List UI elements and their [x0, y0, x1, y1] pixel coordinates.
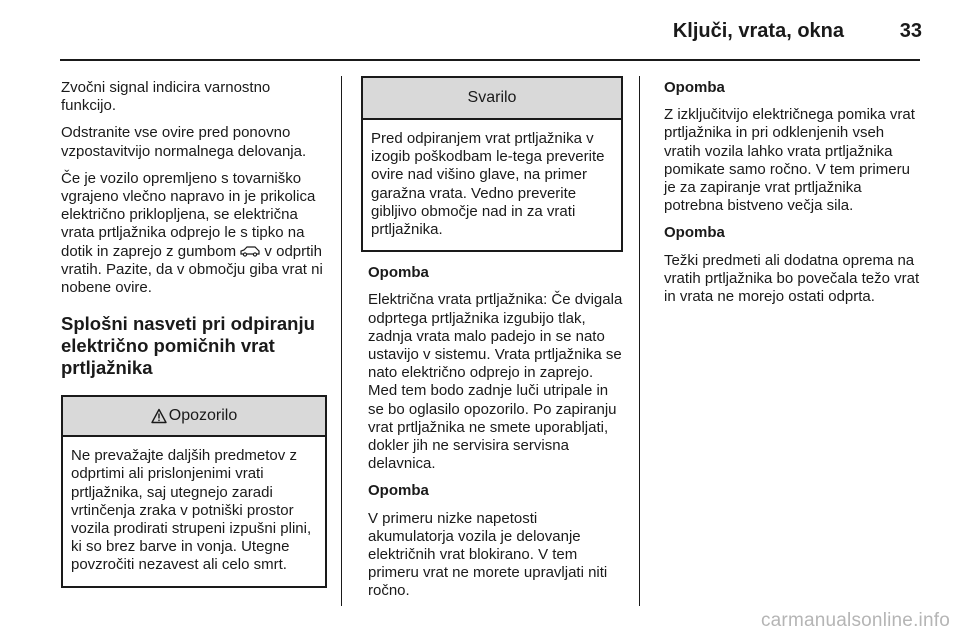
- warning-box-body: Ne prevažajte daljših predmetov z odprtimi ali prislonjenimi vrati prtljažnika, saj utegnejo zaradi vrtinčenja zraka v potniški prostor vozila prodirati strupeni izpušni plini, ki so brez barve in vonja. Utegne povzročiti nezavest ali celo smrt.: [71, 447, 312, 574]
- note-body: Električna vrata prtljažnika: Če dvigala odprtega prtljažnika izgubijo tlak, zadnja vrata malo padejo in se nato ustavijo v sistemu. Vrata prtljažnika se nato električno odprejo in zaprejo. Med tem bodo zadnje luči utripale in se bo oglasilo opozorilo. Po zapiranju vrat prtljažnika ne smete uporabljati, dokler jih ne servisira servisna delavnica.: [368, 291, 623, 473]
- column-3: [664, 79, 920, 315]
- paragraph-with-icon: [61, 170, 327, 297]
- note-body: Težki predmeti ali dodatna oprema na vratih prtljažnika bo povečala težo vrat in vrata ne morejo ostati odprta.: [664, 251, 920, 306]
- note-title: Opomba: [664, 224, 725, 242]
- note: [361, 264, 623, 473]
- paragraph-text: v odprtih vratih. Pazite, da v območju giba vrat ni nobene ovire.: [61, 242, 323, 297]
- watermark: carmanualsonline.info: [760, 610, 950, 631]
- note-title: Opomba: [368, 482, 429, 500]
- warning-box-title: Opozorilo: [168, 407, 238, 425]
- paragraph: Odstranite vse ovire pred ponovno vzpostavitvijo normalnega delovanja.: [61, 124, 307, 160]
- caution-box-header: [363, 78, 621, 120]
- paragraph-text: Če je vozilo opremljeno s tovarniško vgrajeno vlečno napravo in je prikolica električno priklopljena, se električna vrata prtljažnika odprejo le s tipko na dotik in zaprejo z gumbom: [61, 169, 316, 260]
- header-rule: [60, 59, 920, 61]
- note-body: Z izključitvijo električnega pomika vrat prtljažnika in pri odklenjenih vseh vratih vozila lahko vrata prtljažnika pomikate samo ročno. V tem primeru je za zapiranje vrat prtljažnika potrebna bistveno večja sila.: [664, 106, 915, 215]
- warning-triangle-icon: [151, 408, 167, 424]
- note-title: Opomba: [368, 264, 429, 282]
- note: [664, 79, 920, 215]
- caution-box-body: Pred odpiranjem vrat prtljažnika v izogib poškodbam le-tega preverite ovire nad višino glave, na primer garažna vrata. Vedno preverite gibljivo območje nad in za vrati prtljažnika.: [371, 130, 605, 239]
- paragraph: Zvočni signal indicira varnostno funkcijo.: [61, 79, 271, 115]
- page-number: 33: [899, 20, 922, 42]
- column-2: [361, 76, 623, 610]
- column-divider-2: [639, 76, 640, 606]
- note-body: V primeru nizke napetosti akumulatorja vozila je delovanje električnih vrat blokirano. V tem primeru vrat ne morete upravljati niti ročno.: [368, 509, 608, 600]
- section-heading: Splošni nasveti pri odpiranju električno pomičnih vrat prtljažnika: [61, 313, 315, 379]
- warning-box: [61, 395, 327, 587]
- warning-box-header: [63, 397, 325, 437]
- column-1: [61, 79, 327, 588]
- column-divider-1: [341, 76, 342, 606]
- section-title: Ključi, vrata, okna: [672, 20, 844, 42]
- caution-box-title: Svarilo: [467, 88, 517, 106]
- note: [664, 224, 920, 306]
- note-title: Opomba: [664, 79, 725, 96]
- tailgate-car-icon: [240, 244, 260, 256]
- note: [361, 482, 623, 600]
- caution-box: [361, 76, 623, 252]
